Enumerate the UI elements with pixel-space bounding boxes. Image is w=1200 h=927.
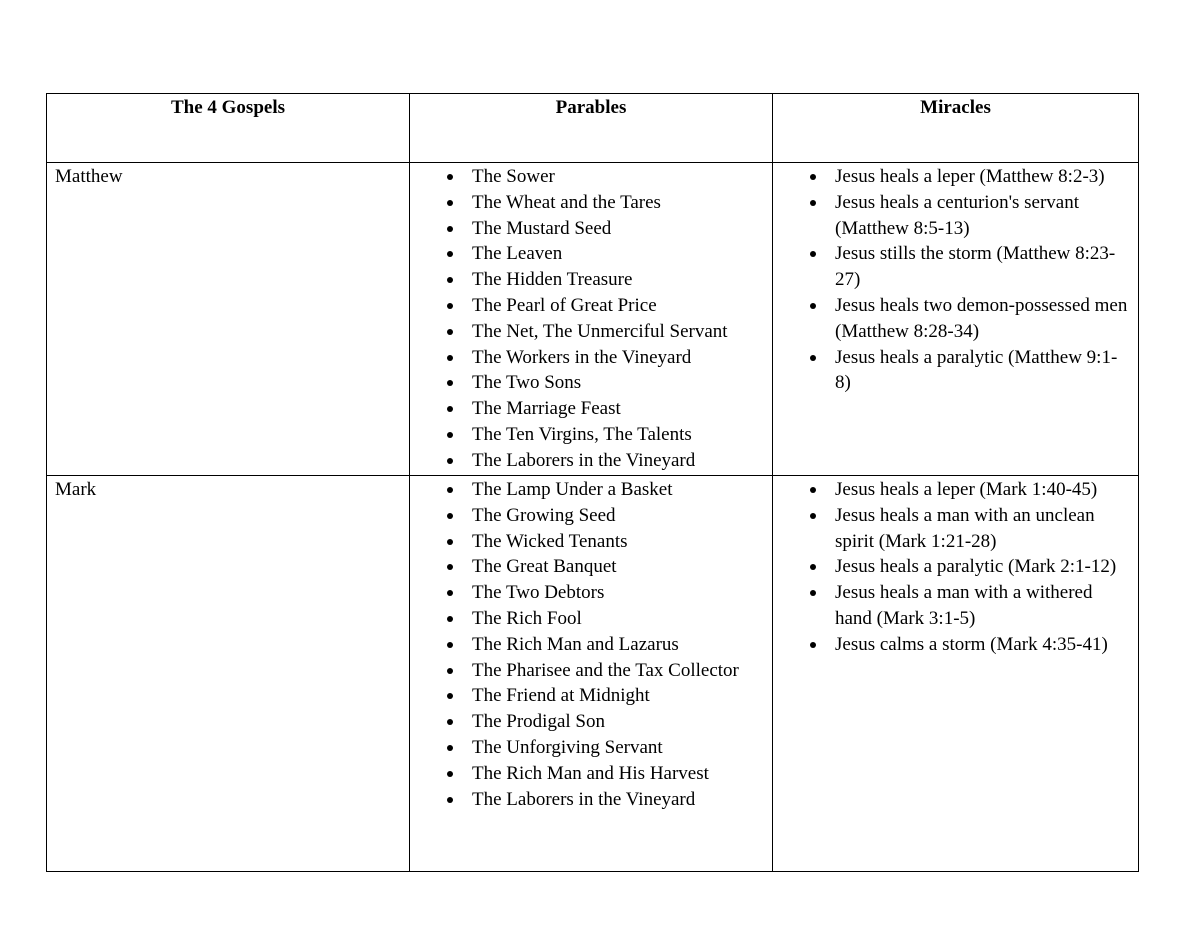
list-item: The Friend at Midnight	[410, 683, 764, 709]
parables-list	[410, 163, 772, 474]
list-item: Jesus heals a man with an unclean spirit (Mark 1:21-28)	[773, 503, 1130, 555]
parables-list	[410, 476, 772, 812]
list-item: Jesus heals a leper (Matthew 8:2-3)	[773, 164, 1130, 190]
list-item: Jesus heals two demon-possessed men (Matthew 8:28-34)	[773, 293, 1130, 345]
miracles-list	[773, 163, 1138, 396]
list-item: The Two Debtors	[410, 580, 764, 606]
gospel-name-cell: Matthew	[47, 163, 410, 476]
list-item: The Leaven	[410, 241, 764, 267]
list-item: The Marriage Feast	[410, 396, 764, 422]
list-item: The Rich Man and Lazarus	[410, 632, 764, 658]
list-item: Jesus stills the storm (Matthew 8:23-27)	[773, 241, 1130, 293]
miracles-list	[773, 476, 1138, 658]
list-item: The Wheat and the Tares	[410, 190, 764, 216]
list-item: The Two Sons	[410, 370, 764, 396]
list-item: The Laborers in the Vineyard	[410, 787, 764, 813]
list-item: The Growing Seed	[410, 503, 764, 529]
list-item: Jesus heals a paralytic (Matthew 9:1-8)	[773, 345, 1130, 397]
list-item: Jesus heals a centurion's servant (Matthew 8:5-13)	[773, 190, 1130, 242]
list-item: The Great Banquet	[410, 554, 764, 580]
miracles-cell	[773, 476, 1139, 872]
parables-cell	[410, 163, 773, 476]
list-item: The Hidden Treasure	[410, 267, 764, 293]
list-item: The Lamp Under a Basket	[410, 477, 764, 503]
list-item: The Sower	[410, 164, 764, 190]
list-item: The Rich Fool	[410, 606, 764, 632]
header-miracles: Miracles	[773, 94, 1139, 163]
list-item: The Prodigal Son	[410, 709, 764, 735]
list-item: Jesus heals a paralytic (Mark 2:1-12)	[773, 554, 1130, 580]
list-item: The Unforgiving Servant	[410, 735, 764, 761]
list-item: The Pharisee and the Tax Collector	[410, 658, 764, 684]
header-gospels: The 4 Gospels	[47, 94, 410, 163]
list-item: The Ten Virgins, The Talents	[410, 422, 764, 448]
list-item: The Laborers in the Vineyard	[410, 448, 764, 474]
list-item: Jesus heals a man with a withered hand (Mark 3:1-5)	[773, 580, 1130, 632]
list-item: The Wicked Tenants	[410, 529, 764, 555]
list-item: The Net, The Unmerciful Servant	[410, 319, 764, 345]
list-item: Jesus calms a storm (Mark 4:35-41)	[773, 632, 1130, 658]
miracles-cell	[773, 163, 1139, 476]
header-parables: Parables	[410, 94, 773, 163]
gospel-name-cell: Mark	[47, 476, 410, 872]
table-row-matthew	[47, 163, 1139, 476]
header-row	[47, 94, 1139, 163]
list-item: The Pearl of Great Price	[410, 293, 764, 319]
list-item: The Workers in the Vineyard	[410, 345, 764, 371]
table-row-mark	[47, 476, 1139, 872]
list-item: The Rich Man and His Harvest	[410, 761, 764, 787]
parables-cell	[410, 476, 773, 872]
gospels-table	[46, 93, 1139, 872]
list-item: The Mustard Seed	[410, 216, 764, 242]
list-item: Jesus heals a leper (Mark 1:40-45)	[773, 477, 1130, 503]
